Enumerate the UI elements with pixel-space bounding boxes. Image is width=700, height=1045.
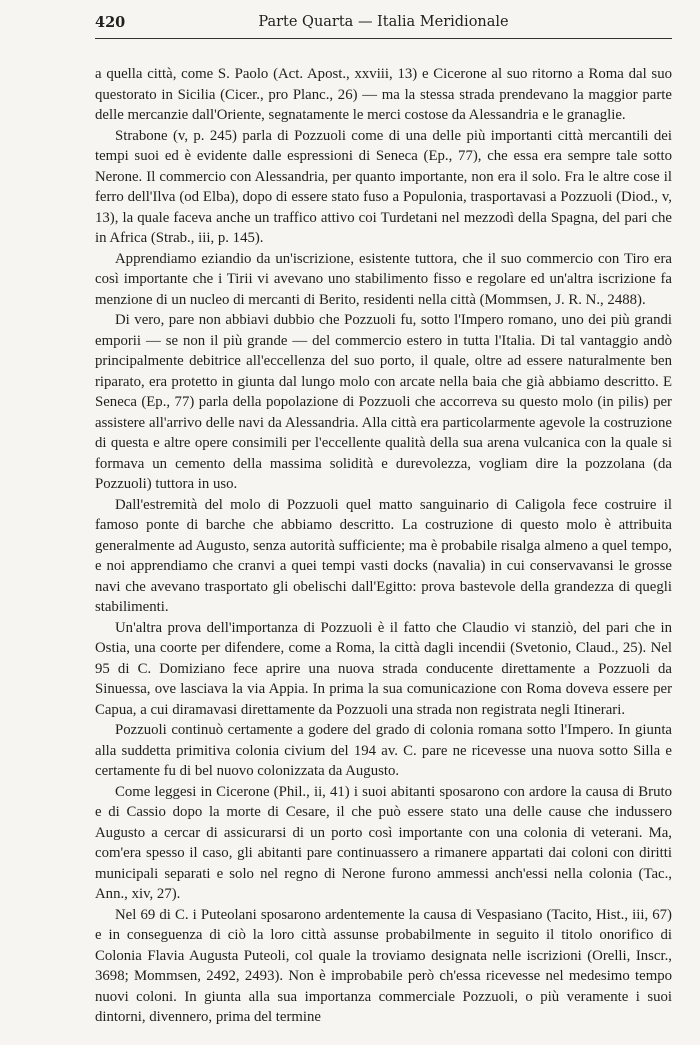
- paragraph: Apprendiamo eziandio da un'iscrizione, esistente tuttora, che il suo commercio con Tiro era così importante che i Tirii vi avevano uno stabilimento fisso e regolare ed un'altra iscrizione fa menzione di un nucleo di mercanti di Berito, residenti nella città (Mommsen, J. R. N., 2488).: [95, 250, 672, 308]
- paragraph: Dall'estremità del molo di Pozzuoli quel matto sanguinario di Caligola fece costruire il famoso ponte di barche che abbiamo descritto. La costruzione di questo molo è attribuita generalmente ad Augusto, senza autorità sufficiente; ma è probabile risalga almeno a quel tempo, e noi apprendiamo che cranvi a quei tempi vasti docks (navalia) in cui conservavansi le grosse navi che avevano trasportato gli obelischi dall'Egitto: prova bastevole della grandezza di quegli stabilimenti.: [95, 496, 672, 615]
- paragraph: a quella città, come S. Paolo (Act. Apost., xxviii, 13) e Cicerone al suo ritorno a Roma dal suo questorato in Sicilia (Cicer., pro Planc., 26) — ma la stessa strada prendevano la maggior parte delle mercanzie dall'Oriente, segnatamente le merci costose da Alessandria e le granaglie.: [95, 66, 672, 123]
- page-header: [95, 14, 672, 39]
- page-body: [95, 64, 672, 1028]
- paragraph: Come leggesi in Cicerone (Phil., ii, 41) i suoi abitanti sposarono con ardore la causa di Bruto e di Cassio dopo la morte di Cesare, il che può essere stato una delle cause che indussero Augusto a cercar di assicurarsi di un porto così importante con una colonia di veterani. Ma, com'era spesso il caso, gli abitanti pare continuassero a rimanere appartati dai coloni con diritti municipali separati e solo nel regno di Nerone furono ammessi anch'essi nella colonia (Tac., Ann., xiv, 27).: [95, 783, 672, 902]
- page-number: 420: [95, 14, 126, 31]
- paragraph: Pozzuoli continuò certamente a godere del grado di colonia romana sotto l'Impero. In giunta alla suddetta primitiva colonia civium del 194 av. C. pare ne ricevesse una nuova sotto Silla e certamente fu di bel nuovo colonizzata da Augusto.: [95, 722, 672, 779]
- paragraph: Strabone (v, p. 245) parla di Pozzuoli come di una delle più importanti città mercantili dei tempi suoi ed è evidente dalle espressioni di Seneca (Ep., 77), che essa era sempre tale sotto Nerone. Il commercio con Alessandria, per quanto importante, non era il solo. Fra le altre cose il ferro dell'Ilva (od Elba), dopo di essere stato fuso a Populonia, trasportavasi a Pozzuoli (Diod., v, 13), la quale faceva anche un traffico attivo coi Turdetani nel mezzodì della Spagna, del pari che in Africa (Strab., iii, p. 145).: [95, 127, 672, 246]
- running-title: Parte Quarta — Italia Meridionale: [258, 14, 509, 30]
- paragraph: Nel 69 di C. i Puteolani sposarono ardentemente la causa di Vespasiano (Tacito, Hist., iii, 67) e in conseguenza di ciò la loro città assunse probabilmente in seguito il titolo onorifico di Colonia Flavia Augusta Puteoli, col quale la troviamo designata nelle iscrizioni (Orelli, Inscr., 3698; Mommsen, 2492, 2493). Non è improbabile però ch'essa ricevesse nel medesimo tempo nuovi coloni. In giunta alla sua importanza commerciale Pozzuoli, o più veramente i suoi dintorni, divennero, prima del termine: [95, 906, 672, 1025]
- paragraph: Di vero, pare non abbiavi dubbio che Pozzuoli fu, sotto l'Impero romano, uno dei più grandi emporii — se non il più grande — del commercio estero in tutta l'Italia. Di tal vantaggio andò principalmente debitrice all'eccellenza del suo porto, il quale, oltre ad essere naturalmente ben riparato, era protetto in giunta dal lungo molo con arcate nella baia che già abbiamo descritto. E Seneca (Ep., 77) parla della popolazione di Pozzuoli che accorreva su questo molo (in pilis) per assistere all'arrivo delle navi da Alessandria. Alla città era particolarmente agevole la costruzione di questa e altre opere consimili per l'eccellente qualità della sua arena vulcanica con la quale si formava un cemento della massima solidità e durevolezza, vogliam dire la pozzolana (da Pozzuoli) tuttora in uso.: [95, 312, 672, 492]
- paragraph: Un'altra prova dell'importanza di Pozzuoli è il fatto che Claudio vi stanziò, del pari che in Ostia, una coorte per difendere, come a Roma, la città dagli incendii (Svetonio, Claud., 25). Nel 95 di C. Domiziano fece aprire una nuova strada conducente direttamente a Pozzuoli da Sinuessa, ove lasciava la via Appia. In prima la sua comunicazione con Roma doveva essere per Capua, a cui diramavasi direttamente da Pozzuoli una strada non registrata negli Itinerari.: [95, 619, 672, 718]
